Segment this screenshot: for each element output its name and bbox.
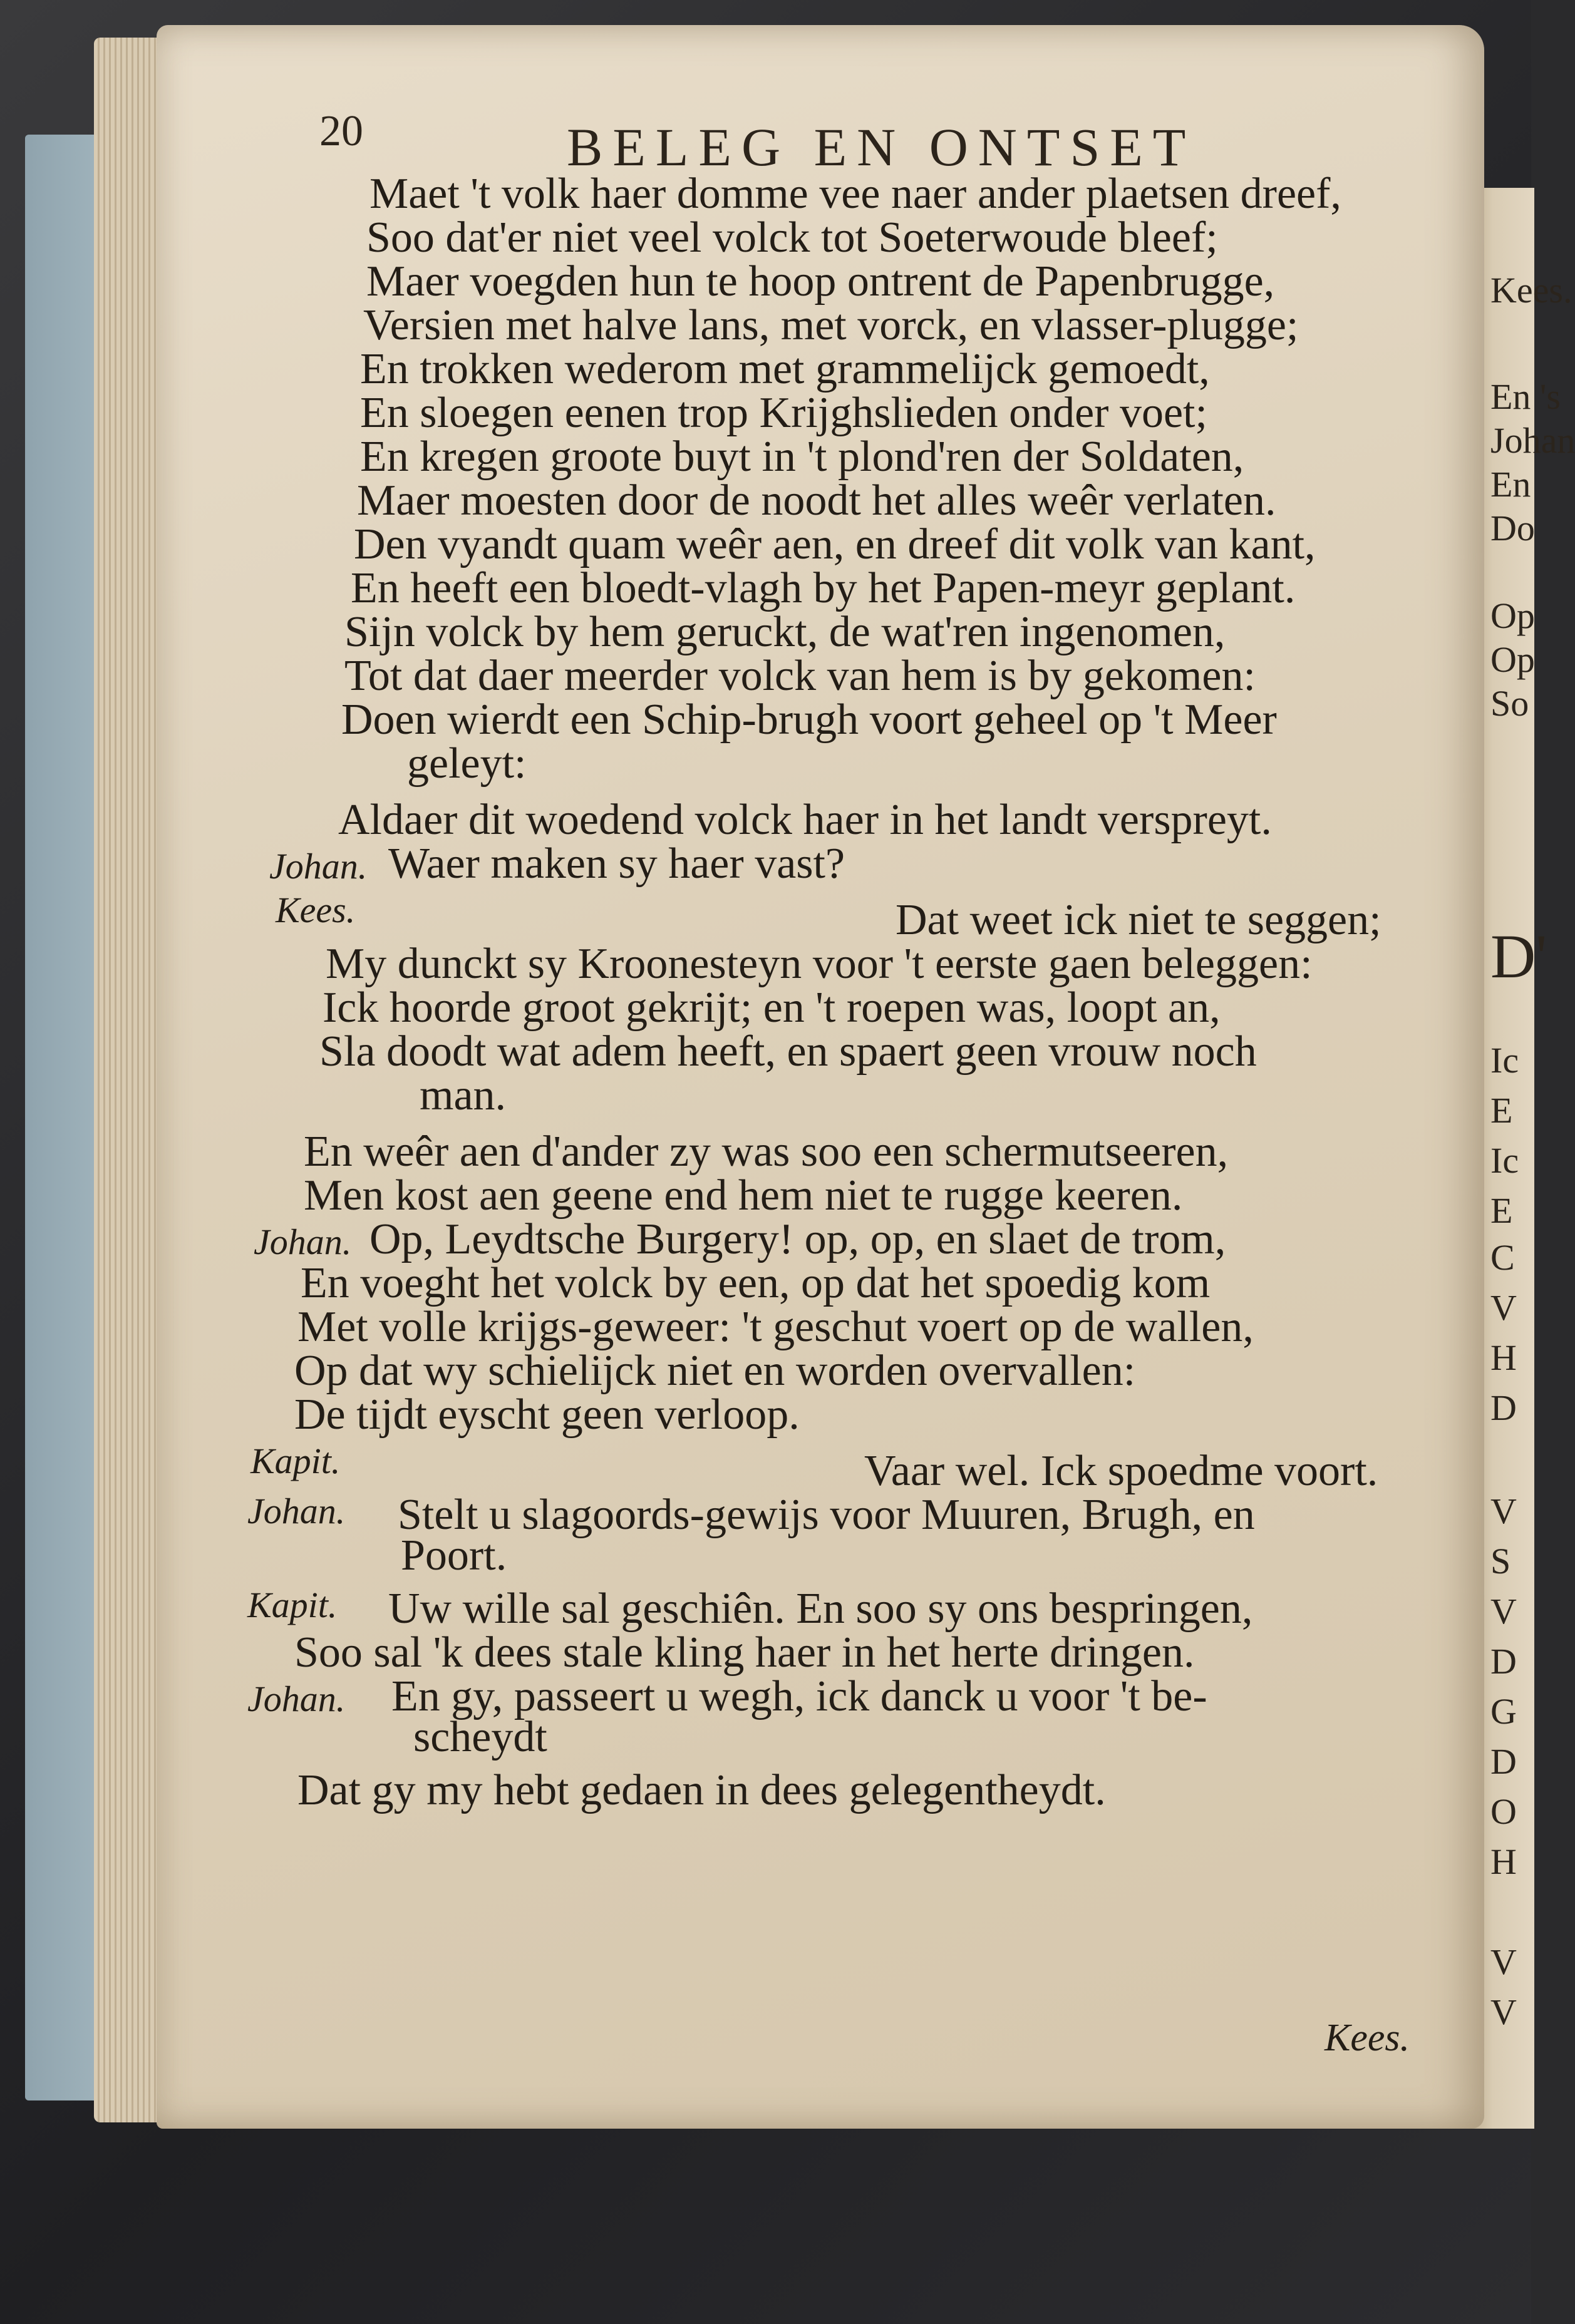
- page-number: 20: [319, 107, 363, 155]
- facing-page-fragment: Johan: [1490, 420, 1575, 461]
- verse-line: Soo sal 'k dees stale kling haer in het herte dringen.: [294, 1628, 1195, 1677]
- speaker-johan: Johan.: [254, 1221, 352, 1262]
- facing-page-fragment: O: [1490, 1791, 1517, 1832]
- facing-page-fragment: V: [1490, 1992, 1517, 2032]
- speaker-kapit: Kapit.: [250, 1441, 341, 1481]
- verse-line: Vaar wel. Ick spoedme voort.: [864, 1447, 1378, 1495]
- verse-line: Tot dat daer meerder volck van hem is by gekomen:: [344, 652, 1256, 700]
- verse-line: En weêr aen d'ander zy was soo een schermutseeren,: [304, 1128, 1229, 1176]
- facing-page-fragment: Ic: [1490, 1140, 1519, 1181]
- facing-page-fragment: G: [1490, 1691, 1517, 1732]
- verse-line: En sloegen eenen trop Krijghslieden onder voet;: [360, 389, 1207, 437]
- speaker-johan: Johan.: [247, 1679, 346, 1719]
- facing-page-fragment: D: [1490, 1387, 1517, 1428]
- verse-line: Versien met halve lans, met vorck, en vlasser-plugge;: [363, 301, 1299, 349]
- facing-page-fragment: V: [1490, 1287, 1517, 1328]
- facing-page-fragment: Do: [1490, 508, 1535, 548]
- verse-line: Dat gy my hebt gedaen in dees gelegentheydt.: [297, 1766, 1106, 1814]
- facing-page-fragment: Op: [1490, 639, 1535, 680]
- facing-page-fragment: H: [1490, 1841, 1517, 1882]
- speaker-johan: Johan.: [247, 1491, 346, 1531]
- verse-line: Doen wierdt een Schip-brugh voort geheel op 't Meer: [341, 696, 1277, 744]
- catchword: Kees.: [1325, 2017, 1410, 2059]
- verse-line: Sijn volck by hem geruckt, de wat'ren ingenomen,: [344, 608, 1226, 656]
- verse-line: Stelt u slagoords-gewijs voor Muuren, Brugh, en: [398, 1491, 1255, 1539]
- verse-line: Poort.: [401, 1531, 507, 1580]
- facing-page-fragment: D: [1490, 1741, 1517, 1782]
- facing-page-fragment: C: [1490, 1237, 1515, 1278]
- verse-line: Op, Leydtsche Burgery! op, op, en slaet de trom,: [369, 1215, 1226, 1263]
- facing-page-fragment: En 's: [1490, 376, 1561, 417]
- facing-page-fragment: V: [1490, 1491, 1517, 1531]
- facing-page-fragment: H: [1490, 1337, 1517, 1378]
- facing-page-fragment: V: [1490, 1941, 1517, 1982]
- facing-page-fragment: V: [1490, 1591, 1517, 1632]
- verse-line: Aldaer dit woedend volck haer in het landt verspreyt.: [338, 796, 1272, 844]
- verse-line: En kregen groote buyt in 't plond'ren der Soldaten,: [360, 433, 1244, 481]
- facing-page-fragment: S: [1490, 1541, 1511, 1581]
- verse-line: Uw wille sal geschiên. En soo sy ons bespringen,: [388, 1585, 1253, 1633]
- verse-line: Waer maken sy haer vast?: [388, 840, 845, 888]
- facing-page-fragment: D: [1490, 1641, 1517, 1682]
- verse-line: Maet 't volk haer domme vee naer ander plaetsen dreef,: [369, 170, 1341, 218]
- facing-page-fragment: So: [1490, 683, 1529, 724]
- facing-page-fragment: E: [1490, 1190, 1513, 1231]
- facing-page-fragment: Ic: [1490, 1040, 1519, 1081]
- verse-line: En heeft een bloedt-vlagh by het Papen-meyr geplant.: [351, 564, 1296, 612]
- verse-line: man.: [420, 1071, 507, 1119]
- verse-line: geleyt:: [407, 739, 527, 788]
- facing-page-fragment: En: [1490, 464, 1531, 505]
- speaker-johan: Johan.: [269, 846, 368, 887]
- facing-page-fragment: D': [1490, 922, 1547, 991]
- verse-line: Men kost aen geene end hem niet te rugge keeren.: [304, 1171, 1183, 1220]
- verse-line: En voeght het volck by een, op dat het spoedig kom: [301, 1259, 1211, 1307]
- verse-line: Dat weet ick niet te seggen;: [896, 896, 1381, 944]
- verse-line: Ick hoorde groot gekrijt; en 't roepen was, loopt an,: [323, 984, 1221, 1032]
- verse-line: Op dat wy schielijck niet en worden overvallen:: [294, 1347, 1136, 1395]
- facing-page-fragment: Kees.: [1490, 270, 1572, 311]
- verse-line: Sla doodt wat adem heeft, en spaert geen vrouw noch: [319, 1027, 1257, 1076]
- verse-line: Maer voegden hun te hoop ontrent de Papenbrugge,: [366, 257, 1275, 306]
- running-head: BELEG EN ONTSET: [567, 117, 1196, 177]
- speaker-kees: Kees.: [276, 890, 356, 930]
- facing-page-fragment: Op: [1490, 595, 1535, 636]
- verse-line: En trokken wederom met grammelijck gemoedt,: [360, 345, 1210, 393]
- verse-line: My dunckt sy Kroonesteyn voor 't eerste gaen beleggen:: [326, 940, 1313, 988]
- speaker-kapit: Kapit.: [247, 1585, 338, 1625]
- verse-line: Soo dat'er niet veel volck tot Soeterwoude bleef;: [366, 213, 1218, 262]
- verse-line: scheydt: [413, 1713, 547, 1761]
- facing-page-fragment: E: [1490, 1090, 1513, 1131]
- verse-line: Den vyandt quam weêr aen, en dreef dit volk van kant,: [354, 520, 1316, 568]
- verse-line: Maer moesten door de noodt het alles weêr verlaten.: [357, 476, 1276, 525]
- verse-line: Met volle krijgs-geweer: 't geschut voert op de wallen,: [297, 1303, 1254, 1351]
- verse-line: De tijdt eyscht geen verloop.: [294, 1391, 800, 1439]
- verse-line: En gy, passeert u wegh, ick danck u voor 't be-: [391, 1672, 1207, 1720]
